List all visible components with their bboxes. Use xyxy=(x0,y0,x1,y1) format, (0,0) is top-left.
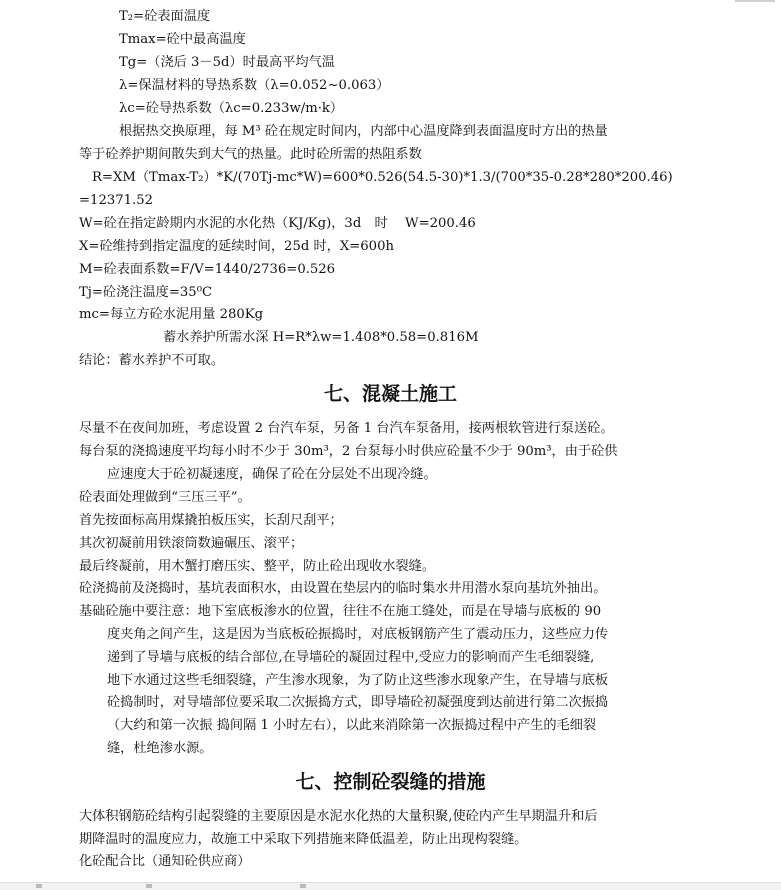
text-line: mc=每立方砼水泥用量 280Kg xyxy=(79,307,264,322)
text-line: Tg=（浇后 3－5d）时最高平均气温 xyxy=(119,55,335,70)
text-line: Tmax=砼中最高温度 xyxy=(119,32,246,47)
text-line: Tj=砼浇注温度=35⁰C xyxy=(79,285,213,300)
text-line: 根据热交换原理，每 M³ 砼在规定时间内，内部中心温度降到表面温度时方出的热量 xyxy=(119,124,608,139)
text-line: 地下水通过这些毛细裂缝，产生渗水现象，为了防止这些渗水现象产生，在导墙与底板 xyxy=(107,673,609,688)
text-line: 最后终凝前，用木蟹打磨压实、整平，防止砼出现收水裂缝。 xyxy=(79,559,436,574)
text-line: 度夹角之间产生，这是因为当底板砼振捣时，对底板钢筋产生了震动压力，这些应力传 xyxy=(107,627,609,642)
section-heading: 七、混凝土施工 xyxy=(323,383,457,405)
text-line: 期降温时的温度应力，故施工中采取下列措施来降低温差，防止出现构裂缝。 xyxy=(79,832,528,847)
text-line: =12371.52 xyxy=(79,193,153,208)
text-line: 等于砼养护期间散失到大气的热量。此时砼所需的热阻系数 xyxy=(79,147,422,162)
text-line: 首先按面标高用煤撬拍板压实，长刮尺刮平； xyxy=(79,513,343,528)
text-line: 化砼配合比（通知砼供应商） xyxy=(79,854,251,869)
text-line: X=砼维持到指定温度的延续时间，25d 时，X=600h xyxy=(79,239,394,254)
text-line: T₂=砼表面温度 xyxy=(119,9,211,24)
text-line: 缝，杜绝渗水源。 xyxy=(107,741,213,756)
text-line: λ=保温材料的导热系数（λ=0.052~0.063） xyxy=(119,78,390,93)
text-line: 基础砼施中要注意：地下室底板渗水的位置，往往不在施工缝处，而是在导墙与底板的 90 xyxy=(79,604,602,619)
bottom-marker xyxy=(36,884,42,888)
text-line: 蓄水养护所需水深 H=R*λw=1.408*0.58=0.816M xyxy=(163,330,479,345)
text-line: 砼浇捣前及浇捣时，基坑表面积水，由设置在垫层内的临时集水井用潜水泵向基坑外抽出。 xyxy=(79,581,607,596)
text-line: W=砼在指定龄期内水泥的水化热（KJ/Kg)，3d 时 W=200.46 xyxy=(79,216,476,231)
text-line: 大体积钢筋砼结构引起裂缝的主要原因是水泥水化热的大量积聚,使砼内产生早期温升和后 xyxy=(79,809,598,824)
text-line: M=砼表面系数=F/V=1440/2736=0.526 xyxy=(79,262,336,277)
text-line: 尽量不在夜间加班，考虑设置 2 台汽车泵，另备 1 台汽车泵备用，接两根软管进行泵送砼。 xyxy=(79,421,614,436)
bottom-marker xyxy=(300,884,306,888)
text-line: 砼捣制时，对导墙部位要采取二次振捣方式，即导墙砼初凝强度到达前进行第二次振捣 xyxy=(107,695,609,710)
text-line: λc=砼导热系数（λc=0.233w/m·k） xyxy=(119,101,344,116)
text-line: 应速度大于砼初凝速度，确保了砼在分层处不出现冷缝。 xyxy=(107,467,437,482)
text-line: 砼表面处理做到“三压三平”。 xyxy=(79,490,251,505)
bottom-marker xyxy=(146,884,152,888)
text-line: 递到了导墙与底板的结合部位,在导墙砼的凝固过程中,受应力的影响而产生毛细裂缝, xyxy=(107,650,595,665)
text-line: R=XM（Tmax-T₂）*K/(70Tj-mc*W)=600*0.526(54.5-30)*1.3/(700*35-0.28*280*200.46) xyxy=(92,170,673,185)
text-line: 结论：蓄水养护不可取。 xyxy=(79,353,225,368)
top-edge-mark xyxy=(735,0,775,2)
text-line: 其次初凝前用铁滚筒数遍碾压、滚平； xyxy=(79,536,304,551)
section-heading: 七、控制砼裂缝的措施 xyxy=(295,771,486,793)
text-line: （大约和第一次振 捣间隔 1 小时左右），以此来消除第一次振捣过程中产生的毛细裂 xyxy=(107,718,597,733)
text-line: 每台泵的浇捣速度平均每小时不少于 30m³，2 台泵每小时供应砼量不少于 90m³，由于砼供 xyxy=(79,444,618,459)
